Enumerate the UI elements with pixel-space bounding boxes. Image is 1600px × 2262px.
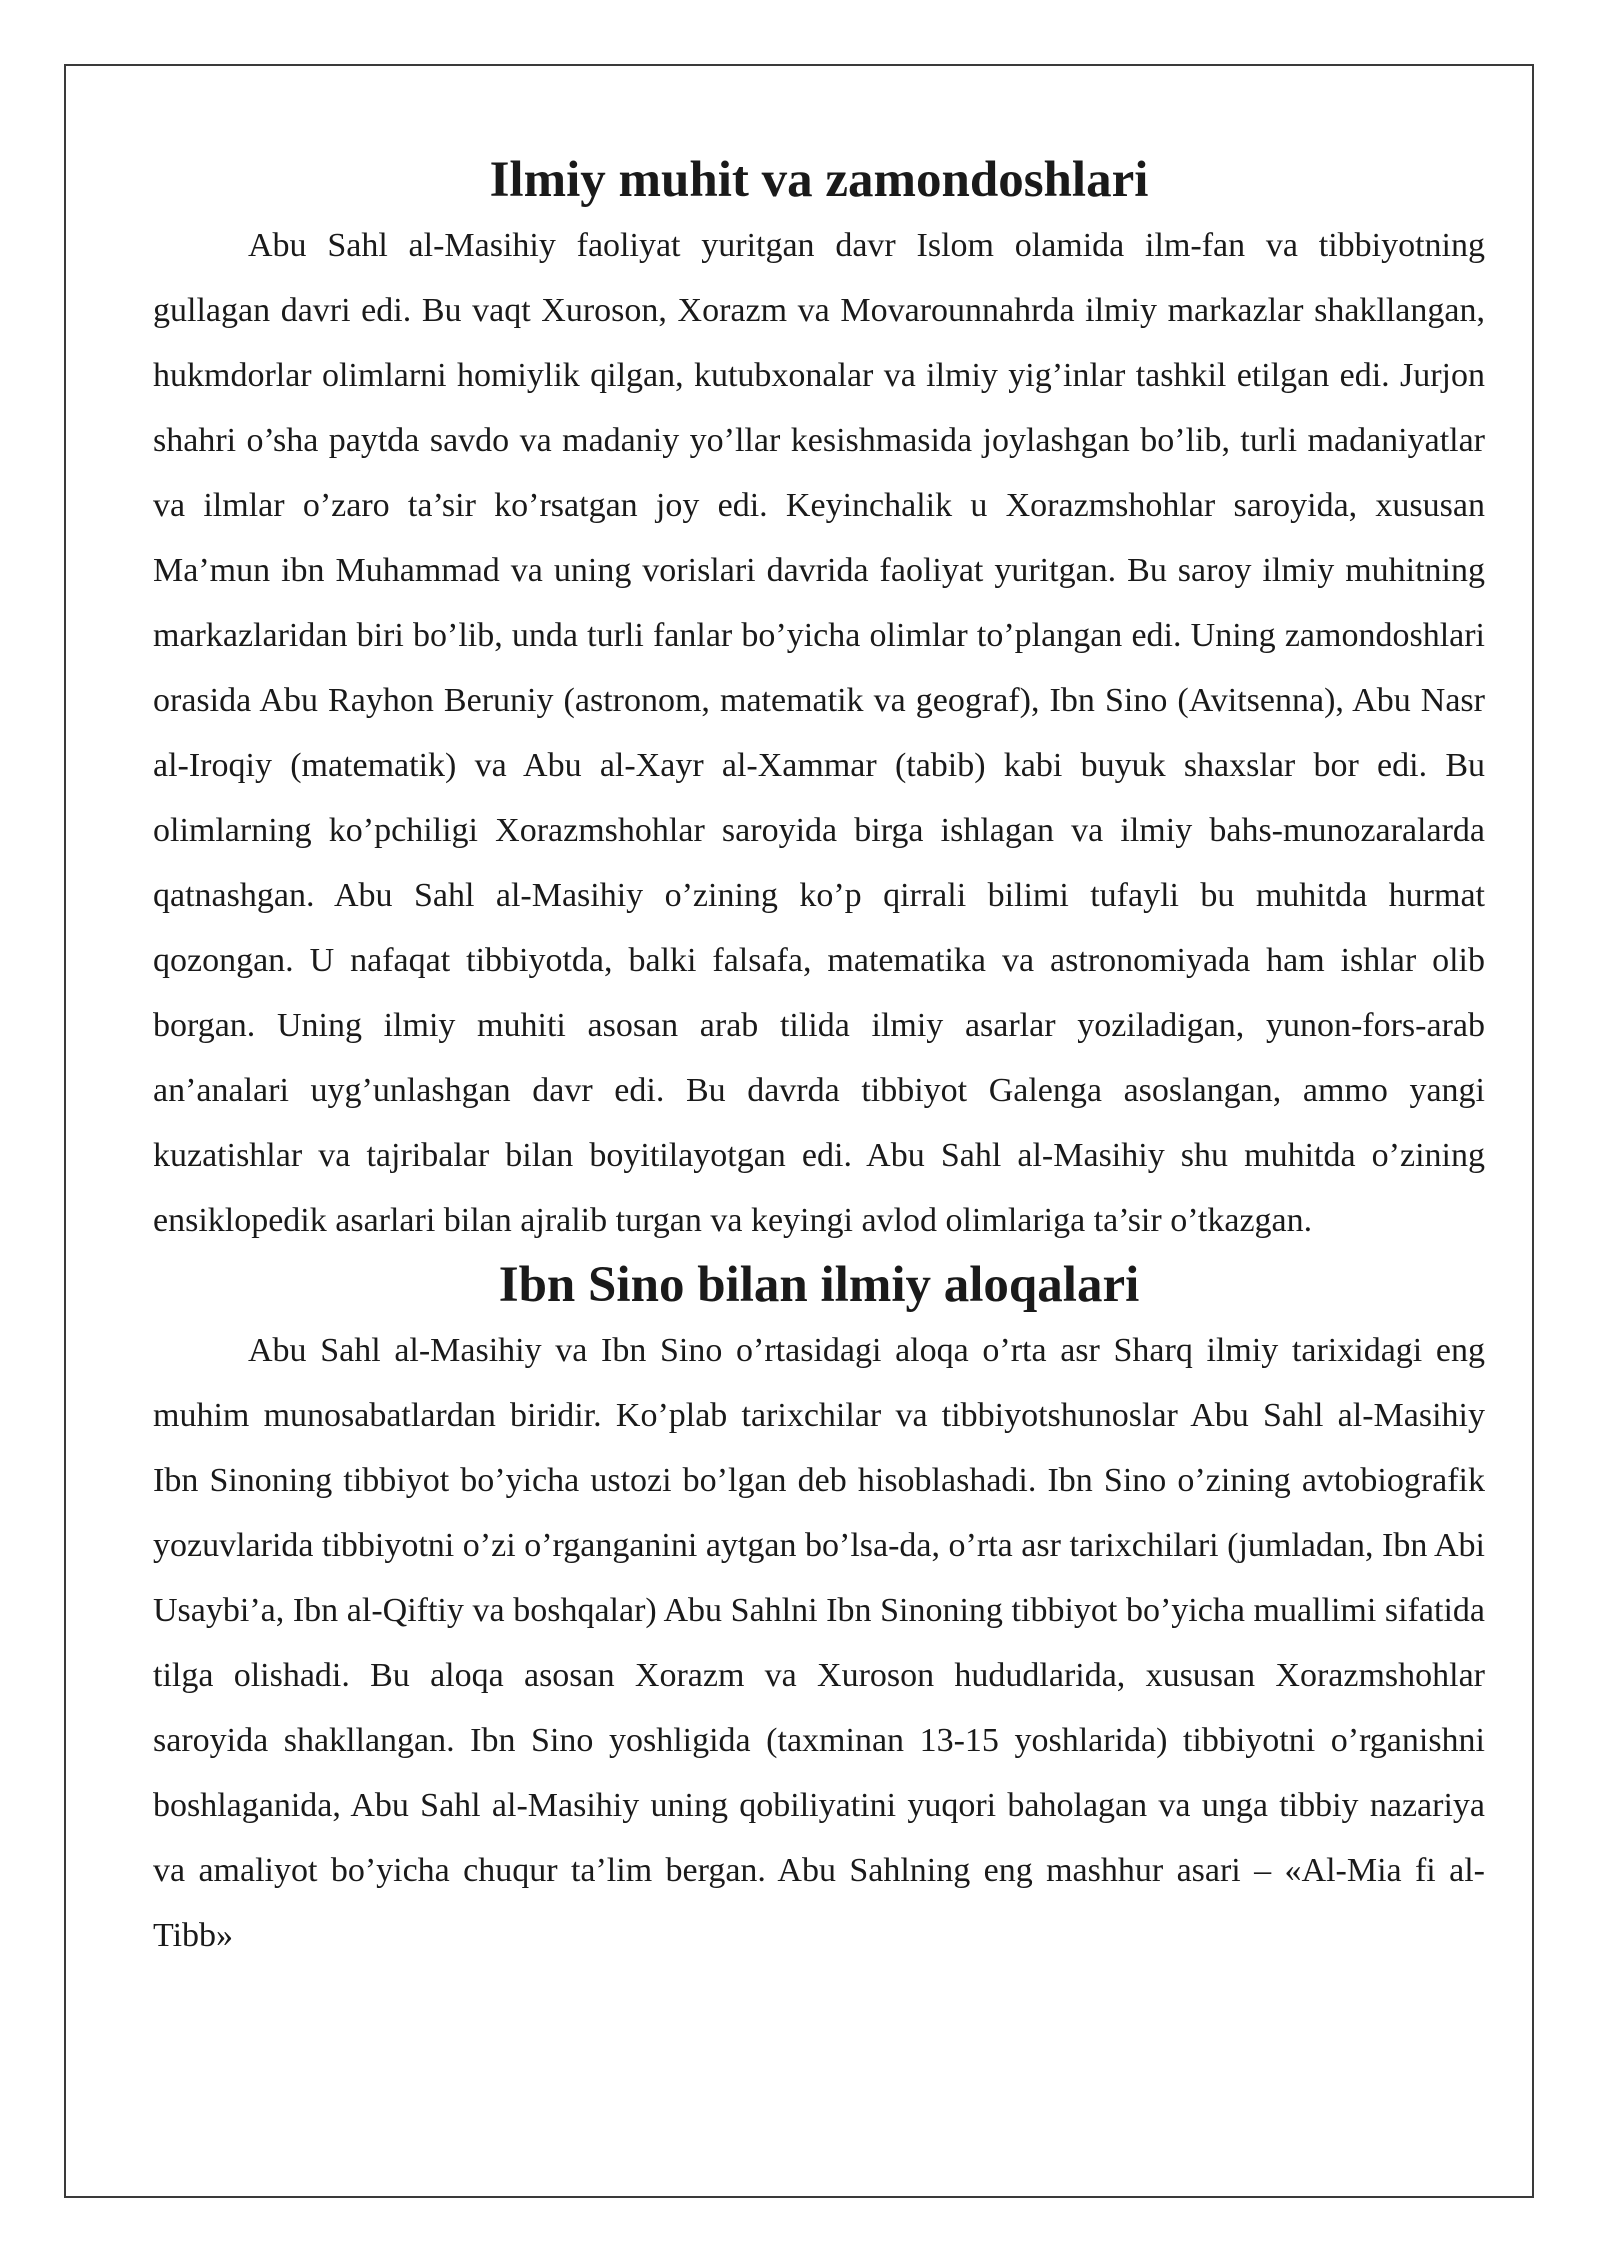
section-paragraph-scientific-environment: Abu Sahl al-Masihiy faoliyat yuritgan davr Islom olamida ilm-fan va tibbiyotning gullagan davri edi. Bu vaqt Xuroson, Xorazm va Movarounnahrda ilmiy markazlar shakllangan, hukmdorlar olimlarni homiylik qilgan, kutubxonalar va ilmiy yig’inlar tashkil etilgan edi. Jurjon shahri o’sha paytda savdo va madaniy yo’llar kesishmasida joylashgan bo’lib, turli madaniyatlar va ilmlar o’zaro ta’sir ko’rsatgan joy edi. Keyinchalik u Xorazmshohlar saroyida, xususan Ma’mun ibn Muhammad va uning vorislari davrida faoliyat yuritgan. Bu saroy ilmiy muhitning markazlaridan biri bo’lib, unda turli fanlar bo’yicha olimlar to’plangan edi. Uning zamondoshlari orasida Abu Rayhon Beruniy (astronom, matematik va geograf), Ibn Sino (Avitsenna), Abu Nasr al-Iroqiy (matematik) va Abu al-Xayr al-Xammar (tabib) kabi buyuk shaxslar bor edi. Bu olimlarning ko’pchiligi Xorazmshohlar saroyida birga ishlagan va ilmiy bahs-munozaralarda qatnashgan. Abu Sahl al-Masihiy o’zining ko’p qirrali bilimi tufayli bu muhitda hurmat qozongan. U nafaqat tibbiyotda, balki falsafa, matematika va astronomiyada ham ishlar olib borgan. Uning ilmiy muhiti asosan arab tilida ilmiy asarlar yoziladigan, yunon-fors-arab an’analari uyg’unlashgan davr edi. Bu davrda tibbiyot Galenga asoslangan, ammo yangi kuzatishlar va tajribalar bilan boyitilayotgan edi. Abu Sahl al-Masihiy shu muhitda o’zining ensiklopedik asarlari bilan ajralib turgan va keyingi avlod olimlariga ta’sir o’tkazgan. <box>153 227 1485 1239</box>
section-paragraph-ibn-sino-relations: Abu Sahl al-Masihiy va Ibn Sino o’rtasidagi aloqa o’rta asr Sharq ilmiy tarixidagi eng muhim munosabatlardan biridir. Ko’plab tarixchilar va tibbiyotshunoslar Abu Sahl al-Masihiy Ibn Sinoning tibbiyot bo’yicha ustozi bo’lgan deb hisoblashadi. Ibn Sino o’zining avtobiografik yozuvlarida tibbiyotni o’zi o’rganganini aytgan bo’lsa-da, o’rta asr tarixchilari (jumladan, Ibn Abi Usaybi’a, Ibn al-Qiftiy va boshqalar) Abu Sahlni Ibn Sinoning tibbiyot bo’yicha muallimi sifatida tilga olishadi. Bu aloqa asosan Xorazm va Xuroson hududlarida, xususan Xorazmshohlar saroyida shakllangan. Ibn Sino yoshligida (taxminan 13-15 yoshlarida) tibbiyotni o’rganishni boshlaganida, Abu Sahl al-Masihiy uning qobiliyatini yuqori baholagan va unga tibbiy nazariya va amaliyot bo’yicha chuqur ta’lim bergan. Abu Sahlning eng mashhur asari – «Al-Mia fi al-Tibb» <box>153 1332 1485 1954</box>
section-heading-ibn-sino-relations: Ibn Sino bilan ilmiy aloqalari <box>498 1257 1140 1313</box>
section-heading-scientific-environment: Ilmiy muhit va zamondoshlari <box>489 152 1149 208</box>
document-body <box>153 148 1485 1968</box>
